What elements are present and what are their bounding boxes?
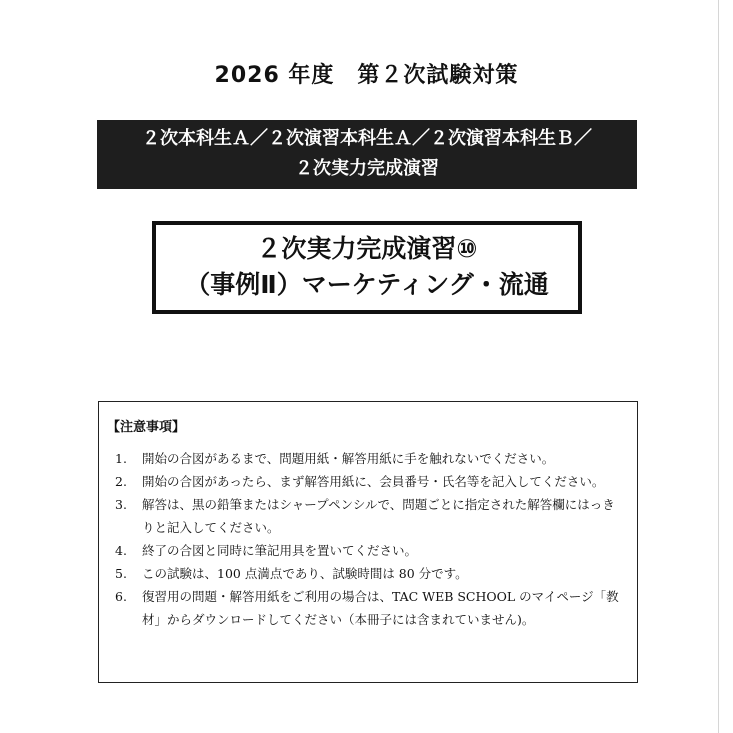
course-banner-line2: ２次実力完成演習	[295, 158, 439, 179]
page-edge-line	[718, 0, 719, 733]
notes-box	[98, 401, 638, 683]
note-number: 5.	[115, 566, 127, 581]
note-text: 終了の合図と同時に筆記用具を置いてください。	[142, 543, 418, 558]
note-item	[115, 470, 625, 493]
note-number: 1.	[115, 451, 127, 466]
note-item	[115, 585, 625, 631]
exam-subtitle: （事例Ⅱ）マーケティング・流通	[185, 270, 549, 299]
note-item	[115, 562, 625, 585]
course-banner-line1: ２次本科生Ａ／２次演習本科生Ａ／２次演習本科生Ｂ／	[142, 128, 592, 149]
note-text: 復習用の問題・解答用紙をご利用の場合は、TAC WEB SCHOOL のマイページ「教材」からダウンロードしてください（本冊子には含まれていません)。	[142, 589, 619, 627]
note-number: 6.	[115, 589, 127, 604]
course-banner	[97, 120, 637, 189]
note-number: 3.	[115, 497, 127, 512]
note-text: 開始の合図があるまで、問題用紙・解答用紙に手を触れないでください。	[142, 451, 555, 466]
exam-year-title: 2026 年度 第２次試験対策	[214, 63, 519, 88]
note-text: 開始の合図があったら、まず解答用紙に、会員番号・氏名等を記入してください。	[142, 474, 605, 489]
note-item	[115, 539, 625, 562]
exam-title-box	[152, 221, 582, 314]
note-text: この試験は、100 点満点であり、試験時間は 80 分です。	[142, 566, 468, 581]
note-number: 2.	[115, 474, 127, 489]
note-item	[115, 493, 625, 539]
note-item	[115, 447, 625, 470]
note-text: 解答は、黒の鉛筆またはシャープペンシルで、問題ごとに指定された解答欄にはっきりと記入してください。	[142, 497, 615, 535]
note-number: 4.	[115, 543, 127, 558]
exam-title: ２次実力完成演習⑩	[256, 234, 478, 263]
notes-heading: 【注意事項】	[107, 420, 186, 435]
